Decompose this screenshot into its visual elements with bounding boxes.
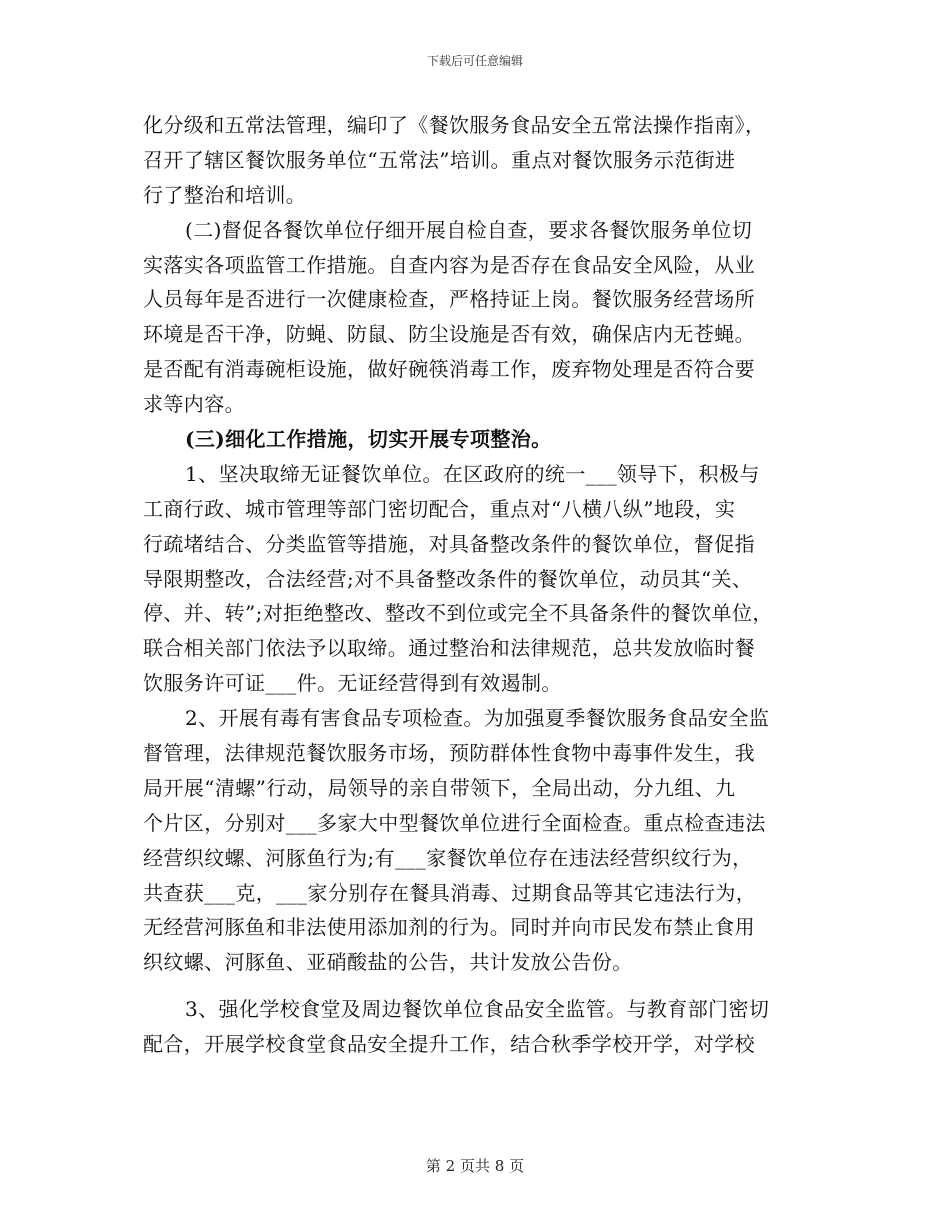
text-line: 联合相关部门依法予以取缔。通过整治和法律规范，总共发放临时餐 — [143, 636, 755, 661]
text-line: 人员每年是否进行一次健康检查，严格持证上岗。餐饮服务经营场所 — [143, 287, 755, 312]
paragraph-2 — [143, 213, 823, 422]
text-line: 1、坚决取缔无证餐饮单位。在区政府的统一___领导下，积极与 — [185, 461, 760, 486]
text-line: 求等内容。 — [143, 392, 245, 417]
section-heading: (三)细化工作措施，切实开展专项整治。 — [185, 427, 552, 452]
page-number: 第 2 页共 8 页 — [425, 1157, 525, 1175]
paragraph-item-1 — [143, 457, 823, 701]
text-line: 无经营河豚鱼和非法使用添加剂的行为。同时并向市民发布禁止食用 — [143, 915, 755, 940]
page-header-note: 下载后可任意编辑 — [426, 54, 523, 68]
section-heading-3 — [143, 422, 823, 457]
text-line: 经营织纹螺、河豚鱼行为;有___家餐饮单位存在违法经营织纹行为， — [143, 845, 753, 870]
text-line: (二)督促各餐饮单位仔细开展自检自查，要求各餐饮服务单位切 — [185, 217, 753, 242]
text-line: 饮服务许可证___件。无证经营得到有效遏制。 — [143, 671, 562, 696]
text-line: 环境是否干净，防蝇、防鼠、防尘设施是否有效，确保店内无苍蝇。 — [143, 322, 755, 347]
text-line: 导限期整改，合法经营;对不具备整改条件的餐饮单位，动员其“关、 — [143, 566, 753, 591]
text-line: 配合，开展学校食堂食品安全提升工作，结合秋季学校开学，对学校 — [143, 1032, 755, 1057]
text-line: 行了整治和培训。 — [143, 182, 307, 207]
paragraph-item-3 — [143, 992, 823, 1062]
text-line: 督管理，法律规范餐饮服务市场，预防群体性食物中毒事件发生，我 — [143, 741, 755, 766]
document-body — [143, 108, 823, 1062]
text-line: 停、并、转”;对拒绝整改、整改不到位或完全不具备条件的餐饮单位， — [143, 601, 773, 626]
text-line: 召开了辖区餐饮服务单位“五常法”培训。重点对餐饮服务示范街进 — [143, 147, 736, 172]
paragraph-item-2 — [143, 701, 823, 980]
text-line: 工商行政、城市管理等部门密切配合，重点对“八横八纵”地段，实 — [143, 496, 736, 521]
text-line: 2、开展有毒有害食品专项检查。为加强夏季餐饮服务食品安全监 — [185, 706, 770, 731]
text-line: 3、强化学校食堂及周边餐饮单位食品安全监管。与教育部门密切 — [185, 997, 770, 1022]
text-line: 共查获___克，___家分别存在餐具消毒、过期食品等其它违法行为， — [143, 880, 757, 905]
text-line: 织纹螺、河豚鱼、亚硝酸盐的公告，共计发放公告份。 — [143, 950, 633, 975]
text-line: 局开展“清螺”行动，局领导的亲自带领下，全局出动，分九组、九 — [143, 775, 736, 800]
paragraph-spacer — [143, 980, 823, 992]
paragraph-1 — [143, 108, 823, 213]
text-line: 个片区，分别对___多家大中型餐饮单位进行全面检查。重点检查违法 — [143, 810, 766, 835]
text-line: 实落实各项监管工作措施。自查内容为是否存在食品安全风险，从业 — [143, 252, 755, 277]
text-line: 是否配有消毒碗柜设施，做好碗筷消毒工作，废弃物处理是否符合要 — [143, 357, 755, 382]
text-line: 行疏堵结合、分类监管等措施，对具备整改条件的餐饮单位，督促指 — [143, 531, 755, 556]
text-line: 化分级和五常法管理，编印了《餐饮服务食品安全五常法操作指南》， — [143, 113, 766, 137]
